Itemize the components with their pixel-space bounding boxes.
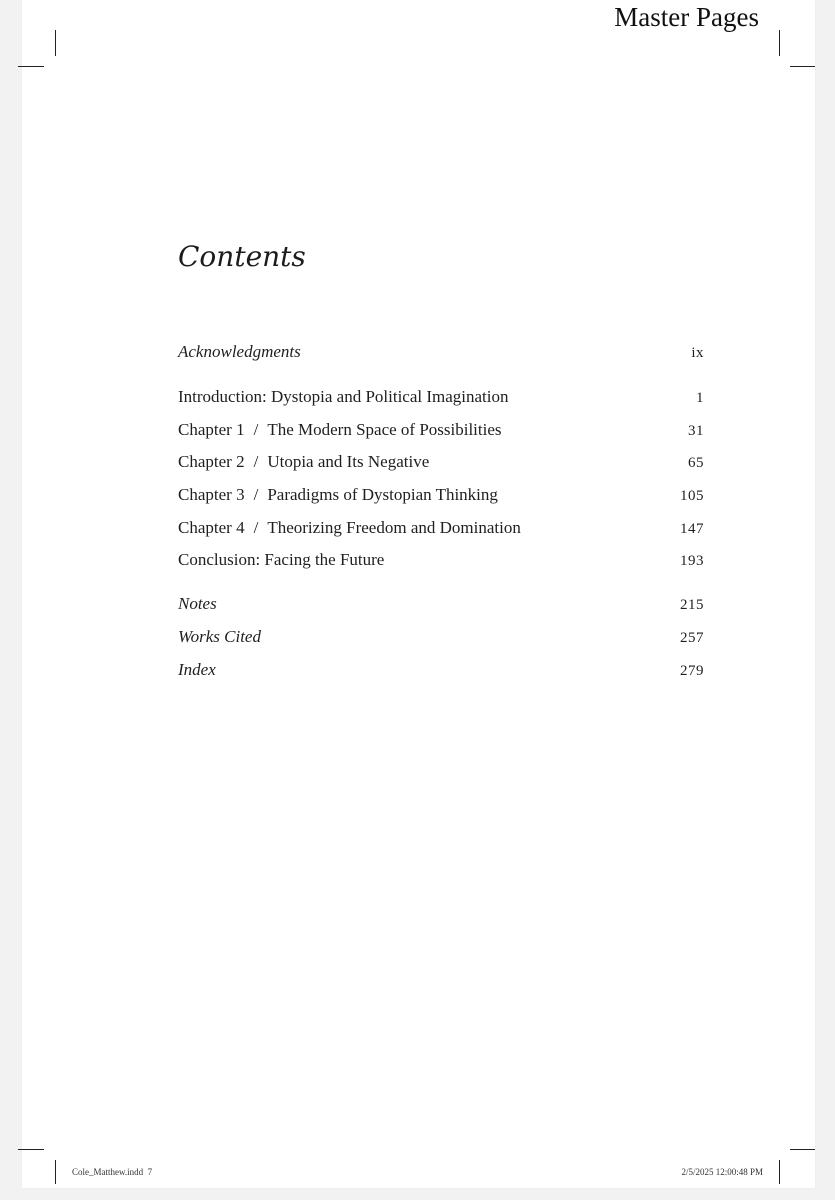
chapter-number: Chapter 4: [178, 518, 245, 537]
chapter-separator: /: [253, 485, 259, 504]
toc-row-chapter-2: [178, 452, 704, 476]
crop-mark-top-left-horizontal: [18, 66, 44, 67]
chapter-number: Chapter 1: [178, 420, 245, 439]
toc-row-notes: [178, 594, 704, 618]
document-page: [22, 0, 815, 1188]
toc-row-index: [178, 660, 704, 684]
toc-row-conclusion: [178, 550, 704, 574]
toc-entry-label: Index: [178, 660, 216, 679]
toc-page-number: 215: [680, 597, 704, 613]
toc-entry: [178, 518, 521, 538]
toc-row-introduction: [178, 387, 704, 411]
toc-row-chapter-4: [178, 518, 704, 542]
chapter-title: Utopia and Its Negative: [267, 452, 430, 471]
toc-page-number: 105: [680, 488, 704, 504]
chapter-separator: /: [253, 452, 259, 471]
toc-entry-label: Conclusion: Facing the Future: [178, 550, 385, 569]
slug-file-info: [72, 1167, 152, 1177]
chapter-number: Chapter 2: [178, 452, 245, 471]
chapter-separator: /: [253, 420, 259, 439]
toc-row-chapter-1: [178, 420, 704, 444]
toc-row-works-cited: [178, 627, 704, 651]
chapter-title: The Modern Space of Possibilities: [267, 420, 502, 439]
toc-page-number: 147: [680, 521, 704, 537]
toc-entry-label: Introduction: Dystopia and Political Imagination: [178, 387, 509, 406]
chapter-separator: /: [253, 518, 259, 537]
chapter-title: Theorizing Freedom and Domination: [267, 518, 521, 537]
crop-mark-bottom-left-horizontal: [18, 1149, 44, 1150]
toc-page-number: 193: [680, 553, 704, 569]
toc-entry-label: Notes: [178, 594, 217, 613]
toc-page-number: 65: [688, 455, 704, 471]
crop-mark-bottom-right-horizontal: [790, 1149, 815, 1150]
chapter-title: Paradigms of Dystopian Thinking: [267, 485, 498, 504]
toc-entry: [178, 452, 429, 472]
slug-page-number: 7: [147, 1167, 153, 1177]
toc-entry: [178, 420, 502, 440]
crop-mark-top-right-vertical: [779, 30, 780, 56]
slug-timestamp: 2/5/2025 12:00:48 PM: [681, 1167, 763, 1177]
toc-page-number: 31: [688, 423, 704, 439]
contents-heading: Contents: [178, 240, 306, 273]
toc-page-number: ix: [691, 345, 704, 361]
toc-page-number: 279: [680, 663, 704, 679]
crop-mark-top-left-vertical: [55, 30, 56, 56]
toc-entry: [178, 485, 498, 505]
toc-entry-label: Acknowledgments: [178, 342, 301, 361]
crop-mark-bottom-left-vertical: [55, 1160, 56, 1184]
toc-page-number: 257: [680, 630, 704, 646]
crop-mark-top-right-horizontal: [790, 66, 815, 67]
chapter-number: Chapter 3: [178, 485, 245, 504]
toc-row-chapter-3: [178, 485, 704, 509]
slug-file-name: Cole_Matthew.indd: [72, 1167, 144, 1177]
toc-entry-label: Works Cited: [178, 627, 261, 646]
toc-page-number: 1: [696, 390, 704, 406]
master-pages-label: Master Pages: [614, 2, 759, 32]
toc-row-acknowledgments: [178, 342, 704, 366]
crop-mark-bottom-right-vertical: [779, 1160, 780, 1184]
